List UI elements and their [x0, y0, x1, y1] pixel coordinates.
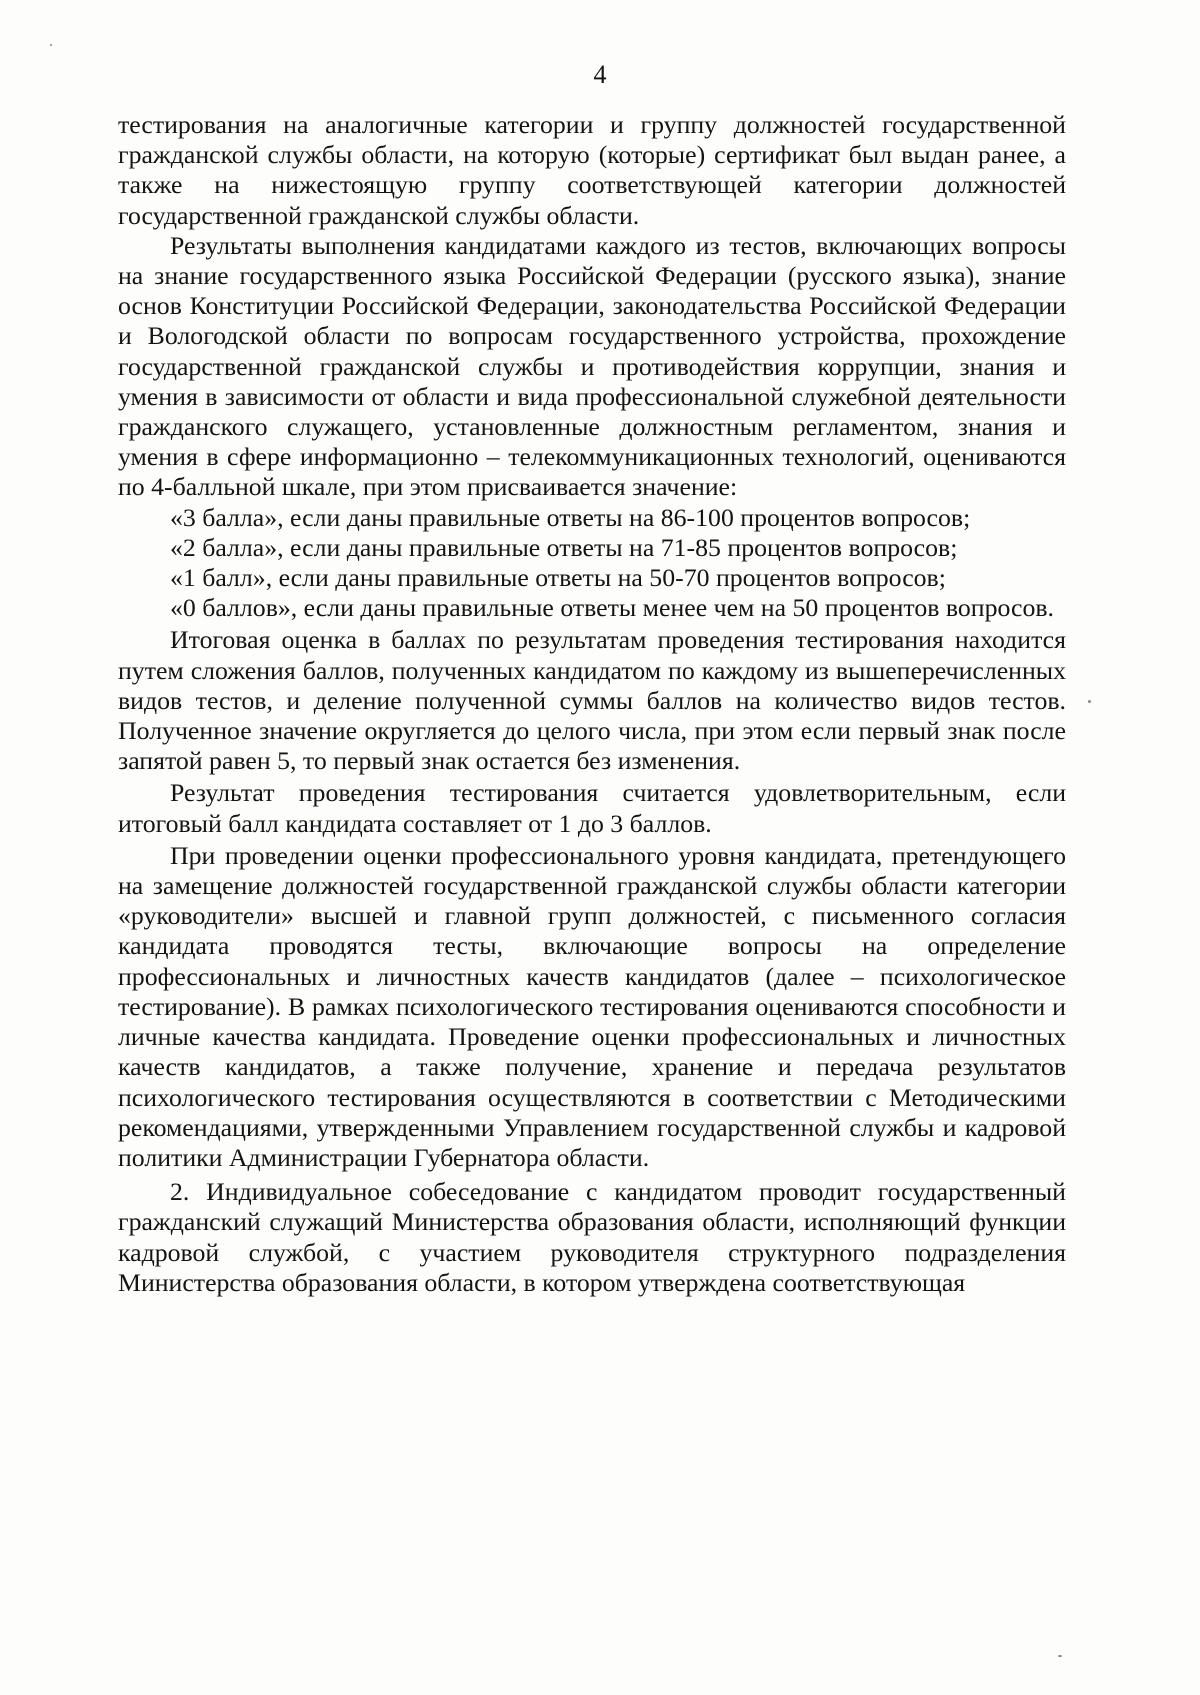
paragraph-interview: 2. Индивидуальное собеседование с кандидатом проводит государственный гражданский служащий Министерства образования области, исполняющий функции кадровой службой, с участием руководителя структурного подразделения Министерства образования области, в котором утверждена соответствующая — [118, 1177, 1066, 1297]
paragraph-psychological-testing: При проведении оценки профессионального уровня кандидата, претендующего на замещение должностей государственной гражданской службы области категории «руководители» высшей и главной групп должностей, с письменного согласия кандидата проводятся тесты, включающие вопросы на определение профессиональных и личностных качеств кандидатов (далее – психологическое тестирование). В рамках психологического тестирования оцениваются способности и личные качества кандидата. Проведение оценки профессиональных и личностных качеств кандидатов, а также получение, хранение и передача результатов психологического тестирования осуществляются в соответствии с Методическими рекомендациями, утвержденными Управлением государственной службы и кадровой политики Администрации Губернатора области. — [118, 840, 1066, 1172]
score-item-2: «2 балла», если даны правильные ответы на 71-85 процентов вопросов; — [170, 532, 958, 562]
score-item-3: «3 балла», если даны правильные ответы на 86-100 процентов вопросов; — [170, 502, 971, 532]
paragraph-continuation: тестирования на аналогичные категории и группу должностей государственной гражданской службы области, на которую (которые) сертификат был выдан ранее, а также на нижестоящую группу соответствующей категории должностей государственной гражданской службы области. — [118, 110, 1066, 230]
page-number: 4 — [593, 60, 607, 89]
paragraph-final-score: Итоговая оценка в баллах по результатам проведения тестирования находится путем сложения баллов, полученных кандидатом по каждому из вышеперечисленных видов тестов, и деление полученной суммы баллов на количество видов тестов. Полученное значение округляется до целого числа, при этом если первый знак после запятой равен 5, то первый знак остается без изменения. — [118, 625, 1066, 776]
score-item-0: «0 баллов», если даны правильные ответы менее чем на 50 процентов вопросов. — [170, 593, 1055, 623]
scan-speck — [1058, 1655, 1062, 1657]
scan-speck — [50, 44, 52, 46]
document-body — [118, 110, 1066, 1298]
score-item-1: «1 балл», если даны правильные ответы на 50-70 процентов вопросов; — [170, 563, 946, 593]
scan-speck — [1088, 700, 1091, 703]
paragraph-result-satisfactory: Результат проведения тестирования считается удовлетворительным, если итоговый балл кандидата составляет от 1 до 3 баллов. — [118, 778, 1066, 838]
paragraph-test-results: Результаты выполнения кандидатами каждого из тестов, включающих вопросы на знание государственного языка Российской Федерации (русского языка), знание основ Конституции Российской Федерации, законодательства Российской Федерации и Вологодской области по вопросам государственного устройства, прохождение государственной гражданской службы и противодействия коррупции, знания и умения в зависимости от области и вида профессиональной служебной деятельности гражданского служащего, установленные должностным регламентом, знания и умения в сфере информационно – телекоммуникационных технологий, оцениваются по 4-балльной шкале, при этом присваивается значение: — [118, 230, 1066, 502]
